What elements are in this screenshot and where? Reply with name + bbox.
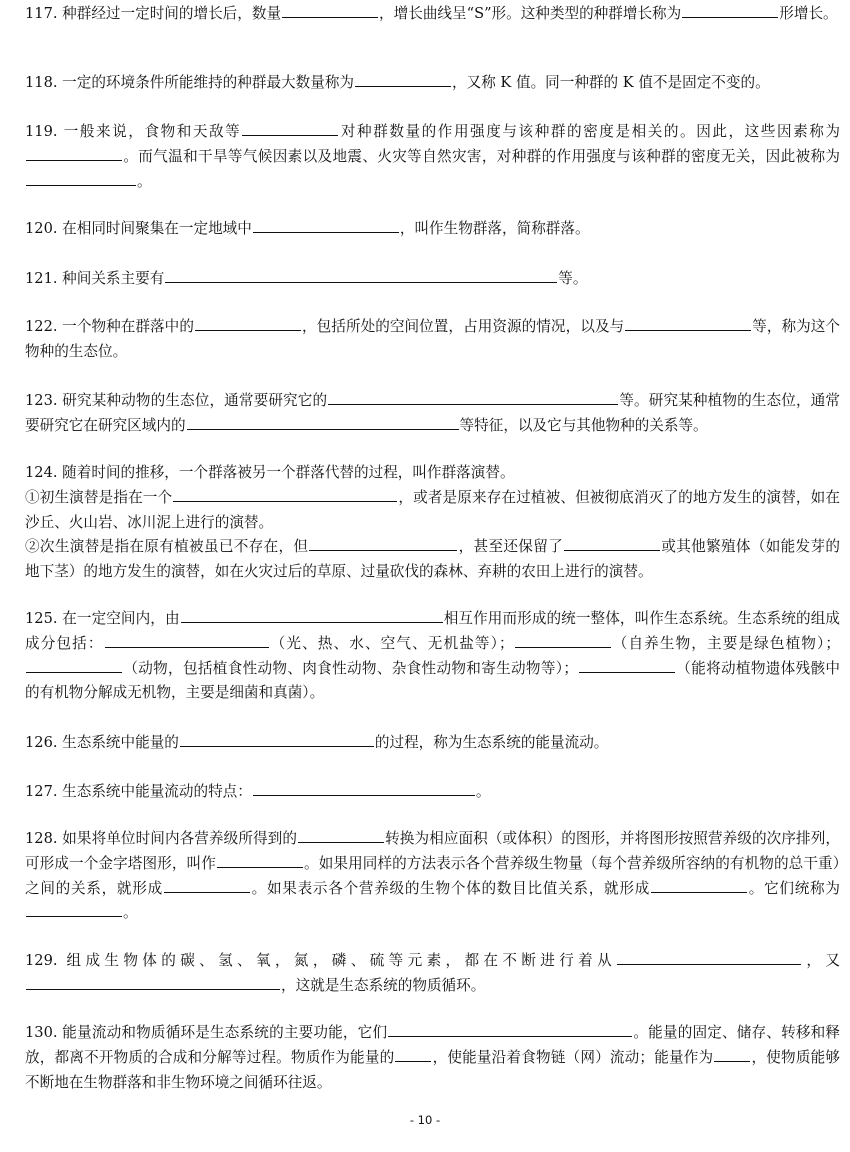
answer-blank-1[interactable] [328, 389, 618, 405]
question-125 [25, 607, 840, 706]
answer-blank-2[interactable] [26, 974, 280, 990]
question-text: ，甚至还保留了 [458, 538, 564, 555]
question-124-part-1 [25, 486, 840, 536]
question-text: ，或者是原来存在过植被、但被彻底消灭了的地方发生的演替，如在沙丘、火山岩、冰川泥上进行的演替。 [25, 489, 840, 531]
question-121 [25, 267, 840, 292]
question-129 [25, 949, 840, 999]
answer-blank-1[interactable] [181, 607, 443, 623]
question-122 [25, 315, 840, 365]
answer-blank-2[interactable] [187, 414, 459, 430]
answer-blank-2[interactable] [26, 145, 122, 161]
question-117 [25, 2, 840, 27]
answer-blank-1[interactable] [617, 949, 801, 965]
question-text: 相互作用而形成的统一整体，叫作生态系统。生态系统的组成成分包括： [25, 610, 840, 652]
answer-blank-1[interactable] [165, 267, 557, 283]
question-126 [25, 731, 840, 756]
answer-blank-5[interactable] [579, 657, 675, 673]
answer-blank-2[interactable] [105, 632, 269, 648]
answer-blank-3[interactable] [164, 877, 250, 893]
question-128 [25, 827, 840, 926]
question-text: 。而气温和干旱等气候因素以及地震、火灾等自然灾害，对种群的作用强度与该种群的密度无关，因此被称为 [123, 147, 840, 165]
question-124 [25, 461, 840, 486]
question-text: 等特征，以及它与其他物种的关系等。 [459, 416, 708, 434]
question-text: 或其他繁殖体（如能发芽的地下茎）的地方发生的演替，如在火灾过后的草原、过量砍伐的森林、弃耕的农田上进行的演替。 [25, 538, 840, 580]
question-text: 。它们统称为 [748, 879, 840, 897]
question-130 [25, 1021, 840, 1095]
question-text: 。如果表示各个营养级的生物个体的数目比值关系，就形成 [250, 879, 651, 897]
question-124-part-2 [25, 535, 840, 585]
question-text: 。 [123, 904, 138, 922]
question-text: ，又称 K 值。同一种群的 K 值不是固定不变的。 [452, 74, 770, 91]
answer-blank-2[interactable] [217, 852, 303, 868]
question-text: ，使能量沿着食物链（网）流动；能量作为 [432, 1048, 714, 1066]
question-text: 对种群数量的作用强度与该种群的密度是相关的。因此，这些因素称为 [339, 123, 840, 140]
question-text: 转换为相应面积（或体积）的图形，并将图形按照营养级的次序排列，可形成一个金字塔图形，叫作 [25, 830, 840, 872]
question-text: 的过程，称为生态系统的能量流动。 [374, 734, 609, 751]
answer-blank-3[interactable] [26, 170, 136, 186]
answer-blank-1[interactable] [282, 2, 378, 18]
question-text: ②次生演替是指在原有植被虽已不存在，但 [25, 538, 309, 555]
answer-blank-1[interactable] [253, 217, 399, 233]
question-text: ，增长曲线呈“S”形。这种类型的种群增长称为 [379, 5, 682, 22]
answer-blank-1[interactable] [253, 780, 475, 796]
question-text: ，叫作生物群落，简称群落。 [399, 220, 590, 237]
answer-blank-1[interactable] [388, 1021, 632, 1037]
question-text: 。 [475, 783, 491, 800]
question-127 [25, 780, 840, 805]
answer-blank-5[interactable] [26, 901, 122, 917]
question-text: 。能量的固定、储存、转移和释放，都离不开物质的合成和分解等过程。物质作为能量的 [25, 1024, 840, 1066]
answer-blank-2[interactable] [564, 535, 660, 551]
question-text: 122. 一个物种在群落中的 [25, 318, 194, 335]
answer-blank-1[interactable] [309, 535, 457, 551]
question-120 [25, 217, 840, 242]
question-123 [25, 389, 840, 439]
question-text: ，又 [802, 952, 840, 969]
question-text: 等。研究某种植物的生态位，通常要研究它在研究区域内的 [25, 392, 840, 434]
question-text: 。 [137, 172, 152, 190]
question-text: 形增长。 [779, 5, 838, 22]
answer-blank-1[interactable] [173, 486, 397, 502]
answer-blank-1[interactable] [355, 71, 451, 87]
question-text: （动物，包括植食性动物、肉食性动物、杂食性动物和寄生动物等）； [123, 659, 578, 677]
question-text: （能将动植物遗体残骸中的有机物分解成无机物，主要是细菌和真菌）。 [25, 659, 840, 702]
page-number: - 10 - [409, 1113, 441, 1127]
answer-blank-2[interactable] [682, 2, 778, 18]
question-text: 128. 如果将单位时间内各营养级所得到的 [25, 830, 298, 847]
answer-blank-3[interactable] [714, 1046, 750, 1062]
question-text: 120. 在相同时间聚集在一定地域中 [25, 220, 252, 237]
answer-blank-1[interactable] [195, 315, 301, 331]
question-text: 123. 研究某种动物的生态位，通常要研究它的 [25, 392, 328, 409]
answer-blank-4[interactable] [26, 657, 122, 673]
question-text: 117. 种群经过一定时间的增长后，数量 [25, 5, 282, 22]
question-text: 118. 一定的环境条件所能维持的种群最大数量称为 [25, 74, 355, 91]
answer-blank-1[interactable] [298, 827, 384, 843]
question-text: 119. 一般来说，食物和天敌等 [25, 123, 242, 140]
answer-blank-1[interactable] [180, 731, 374, 747]
question-text: 121. 种间关系主要有 [25, 270, 165, 287]
question-text: （自养生物，主要是绿色植物）； [611, 634, 840, 652]
answer-blank-2[interactable] [395, 1046, 431, 1062]
question-text: 125. 在一定空间内，由 [25, 610, 180, 627]
question-text: 等，称为这个物种的生态位。 [25, 318, 840, 360]
question-text: ，使物质能够不断地在生物群落和非生物环境之间循环往返。 [25, 1048, 840, 1091]
answer-blank-2[interactable] [625, 315, 751, 331]
question-text: （光、热、水、空气、无机盐等）； [269, 634, 514, 652]
question-text: 。如果用同样的方法表示各个营养级生物量（每个营养级所容纳的有机物的总干重）之间的关系，就形成 [25, 854, 840, 897]
question-119 [25, 120, 840, 194]
question-text: 130. 能量流动和物质循环是生态系统的主要功能，它们 [25, 1024, 388, 1041]
answer-blank-4[interactable] [651, 877, 747, 893]
question-text: 124. 随着时间的推移，一个群落被另一个群落代替的过程，叫作群落演替。 [25, 464, 515, 481]
answer-blank-1[interactable] [242, 120, 338, 136]
question-text: 等。 [558, 270, 588, 287]
question-text: 127. 生态系统中能量流动的特点： [25, 783, 252, 800]
question-118 [25, 71, 840, 96]
answer-blank-3[interactable] [515, 632, 611, 648]
question-text: ，包括所处的空间位置，占用资源的情况，以及与 [301, 318, 625, 335]
question-text: ①初生演替是指在一个 [25, 489, 173, 506]
question-text: ，这就是生态系统的物质循环。 [281, 976, 486, 994]
question-text: 126. 生态系统中能量的 [25, 734, 179, 751]
question-text: 129. 组成生物体的碳、氢、氧，氮，磷、硫等元素，都在不断进行着从 [25, 952, 617, 969]
